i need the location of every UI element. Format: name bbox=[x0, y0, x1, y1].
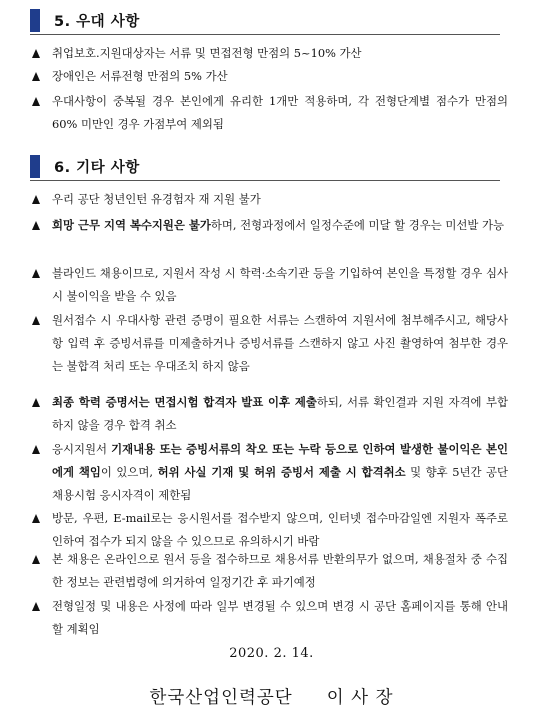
text-run: 전형일정 및 내용은 사정에 따라 일부 변경될 수 있으며 변경 시 공단 홈페이지를 통해 안내할 계획임 bbox=[52, 599, 508, 636]
list-item-text bbox=[52, 391, 508, 437]
list-item-text: 취업보호.지원대상자는 서류 및 면접전형 만점의 5~10% 가산 bbox=[52, 46, 362, 60]
list-item bbox=[32, 548, 508, 594]
triangle-bullet-icon bbox=[32, 269, 40, 278]
triangle-bullet-icon bbox=[32, 72, 40, 81]
list-item bbox=[32, 214, 508, 237]
triangle-bullet-icon bbox=[32, 97, 40, 106]
text-run: 블라인드 채용이므로, 지원서 작성 시 학력·소속기관 등을 기입하여 본인을 특정할 경우 심사 시 불이익을 받을 수 있음 bbox=[52, 266, 508, 303]
section-6-header bbox=[30, 154, 500, 181]
text-run: 응시지원서 bbox=[52, 442, 112, 456]
triangle-bullet-icon bbox=[32, 398, 40, 407]
triangle-bullet-icon bbox=[32, 445, 40, 454]
text-run: 하며, 전형과정에서 일정수준에 미달 할 경우는 미선발 가능 bbox=[210, 218, 504, 232]
text-run: 방문, 우편, E-mail로는 응시원서를 접수받지 않으며, 인터넷 접수마감일엔 지원자 폭주로 인하여 접수가 되지 않을 수 있으므로 유의하시기 바람 bbox=[52, 511, 508, 548]
list-item bbox=[32, 65, 508, 88]
list-item bbox=[32, 188, 508, 211]
emphasis-text: 희망 근무 지역 복수지원은 불가 bbox=[52, 218, 211, 232]
section-marker-bar bbox=[30, 9, 40, 32]
list-item-text bbox=[52, 548, 508, 594]
list-item bbox=[32, 90, 508, 136]
list-item bbox=[32, 309, 508, 378]
signature-line bbox=[0, 684, 543, 709]
signer-title: 이 사 장 bbox=[326, 688, 394, 708]
list-item-text bbox=[52, 595, 508, 641]
list-item-text bbox=[52, 438, 508, 507]
emphasis-text: 기재내용 또는 증빙서류의 착오 또는 누락 등으로 인하여 발생한 불이익은 본인에게 책임 bbox=[52, 442, 509, 479]
triangle-bullet-icon bbox=[32, 555, 40, 564]
list-item bbox=[32, 262, 508, 308]
emphasis-text: 허위 사실 기재 및 허위 증빙서 제출 시 합격취소 bbox=[157, 465, 406, 479]
list-item-text bbox=[52, 214, 508, 237]
section-5-header bbox=[30, 8, 500, 35]
announcement-date: 2020. 2. 14. bbox=[229, 646, 314, 661]
triangle-bullet-icon bbox=[32, 195, 40, 204]
section-marker-bar bbox=[30, 155, 40, 178]
list-item-text bbox=[52, 507, 508, 553]
text-run: 이 있으며, bbox=[100, 465, 158, 479]
text-run: 본 채용은 온라인으로 원서 등을 접수하므로 채용서류 반환의무가 없으며, 채용절차 중 수집한 정보는 관련법령에 의거하여 일정기간 후 파기예정 bbox=[52, 552, 508, 589]
text-run: 우리 공단 청년인턴 유경험자 재 지원 불가 bbox=[52, 192, 261, 206]
list-item bbox=[32, 507, 508, 553]
section-6-title: 6. 기타 사항 bbox=[54, 160, 140, 176]
section-5-title: 5. 우대 사항 bbox=[54, 14, 140, 30]
triangle-bullet-icon bbox=[32, 49, 40, 58]
triangle-bullet-icon bbox=[32, 221, 40, 230]
list-item bbox=[32, 391, 508, 437]
list-item-text: 우대사항이 중복될 경우 본인에게 유리한 1개만 적용하며, 각 전형단계별 점수가 만점의 60% 미만인 경우 가점부여 제외됨 bbox=[52, 94, 508, 131]
text-run: 원서접수 시 우대사항 관련 증명이 필요한 서류는 스캔하여 지원서에 첨부해주시고, 해당사항 입력 후 증빙서류를 미제출하거나 증빙서류를 스캔하지 않고 사진 촬영하여 첨부한 경우는 불합격 처리 또는 우대조치 하지 않음 bbox=[52, 313, 508, 373]
list-item bbox=[32, 595, 508, 641]
list-item-text: 장애인은 서류전형 만점의 5% 가산 bbox=[52, 69, 228, 83]
text-run: 하되, 서류 확인결과 지원 자격에 부합하지 않을 경우 합격 취소 bbox=[52, 395, 508, 432]
triangle-bullet-icon bbox=[32, 316, 40, 325]
list-item-text bbox=[52, 262, 508, 308]
organization-name: 한국산업인력공단 bbox=[149, 688, 293, 708]
list-item-text bbox=[52, 309, 508, 378]
list-item-text bbox=[52, 188, 508, 211]
list-item bbox=[32, 42, 508, 65]
emphasis-text: 최종 학력 증명서는 면접시험 합격자 발표 이후 제출 bbox=[52, 395, 317, 409]
text-run: 및 향후 5년간 공단 채용시험 응시자격이 제한됨 bbox=[52, 465, 508, 502]
triangle-bullet-icon bbox=[32, 602, 40, 611]
triangle-bullet-icon bbox=[32, 514, 40, 523]
list-item bbox=[32, 438, 508, 507]
